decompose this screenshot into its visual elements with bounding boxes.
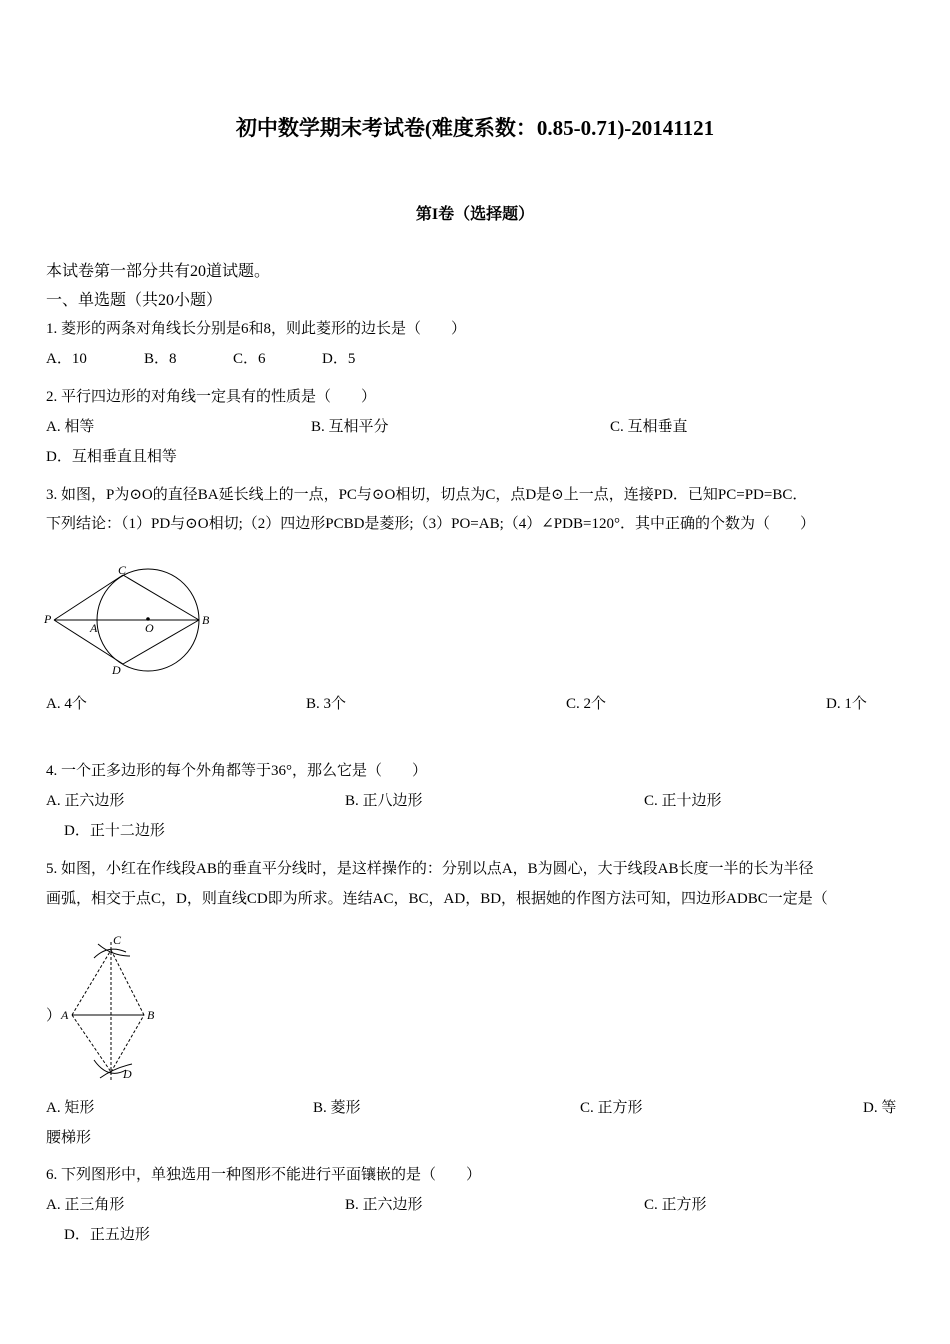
question-5-figure — [56, 930, 166, 1090]
question-6-option-a: A. 正三角形 — [46, 1197, 125, 1213]
question-6-stem: 6. 下列图形中，单独选用一种图形不能进行平面镶嵌的是（ ） — [46, 1167, 482, 1183]
section-heading: 第I卷（选择题） — [415, 206, 535, 223]
question-5-stem-line-1: 5. 如图，小红在作线段AB的垂直平分线时，是这样操作的：分别以点A，B为圆心，大于线段AB长度一半的长为半径 — [46, 861, 814, 877]
question-5-option-c: C. 正方形 — [580, 1100, 643, 1116]
label-p: P — [44, 612, 52, 626]
question-6-option-d: D．正五边形 — [64, 1227, 150, 1243]
question-6-option-b: B. 正六边形 — [345, 1197, 423, 1213]
exam-title: 初中数学期末考试卷(难度系数：0.85-0.71)-20141121 — [235, 116, 715, 140]
intro-text: 本试卷第一部分共有20道试题。 — [46, 263, 271, 280]
part-heading: 一、单选题（共20小题） — [46, 292, 223, 309]
question-3-option-d: D. 1个 — [826, 696, 867, 712]
question-2-option-b: B. 互相平分 — [311, 419, 389, 435]
question-5-stem-line-2: 画弧，相交于点C，D，则直线CD即为所求。连结AC，BC，AD，BD，根据她的作图方法可知，四边形ADBC一定是（ — [46, 891, 828, 907]
line-cb — [123, 575, 199, 620]
question-5-option-d-wrap: 腰梯形 — [46, 1130, 92, 1146]
label-d: D — [123, 1067, 132, 1081]
label-d: D — [112, 663, 121, 677]
question-2-option-c: C. 互相垂直 — [610, 419, 688, 435]
question-3-stem-line-2: 下列结论：（1）PD与⊙O相切;（2）四边形PCBD是菱形;（3）PO=AB;（4）∠PDB=120°．其中正确的个数为（ ） — [46, 516, 815, 532]
question-1-stem: 1. 菱形的两条对角线长分别是6和8，则此菱形的边长是（ ） — [46, 321, 467, 337]
label-a: A — [61, 1008, 69, 1022]
question-5-option-b: B. 菱形 — [313, 1100, 361, 1116]
question-3-figure — [40, 560, 220, 680]
line-db — [123, 620, 199, 664]
question-4-option-d: D．正十二边形 — [64, 823, 165, 839]
label-c: C — [113, 933, 122, 947]
line-ad — [72, 1015, 111, 1072]
question-1-option-c: C．6 — [233, 351, 266, 367]
question-3-option-a: A. 4个 — [46, 696, 87, 712]
question-1-option-b: B．8 — [144, 351, 177, 367]
question-4-stem: 4. 一个正多边形的每个外角都等于36°，那么它是（ ） — [46, 763, 428, 779]
line-db — [111, 1015, 144, 1072]
question-5-stem-tail: ） — [46, 1008, 62, 1024]
label-a: A — [90, 621, 98, 635]
question-3-option-b: B. 3个 — [306, 696, 347, 712]
question-5-option-d: D. 等 — [863, 1100, 897, 1116]
question-3-option-c: C. 2个 — [566, 696, 607, 712]
question-2-stem: 2. 平行四边形的对角线一定具有的性质是（ ） — [46, 389, 377, 405]
line-pd — [54, 620, 123, 664]
question-4-option-c: C. 正十边形 — [644, 793, 722, 809]
question-2-option-a: A. 相等 — [46, 419, 95, 435]
question-6-option-c: C. 正方形 — [644, 1197, 707, 1213]
question-4-option-a: A. 正六边形 — [46, 793, 125, 809]
line-cb — [111, 950, 144, 1015]
question-3-stem-line-1: 3. 如图，P为⊙O的直径BA延长线上的一点，PC与⊙O相切，切点为C，点D是⊙上一点，连接PD．已知PC=PD=BC． — [46, 487, 808, 503]
label-c: C — [118, 563, 127, 577]
question-2-option-d: D．互相垂直且相等 — [46, 449, 177, 465]
question-1-option-a: A．10 — [46, 351, 87, 367]
question-1-option-d: D．5 — [322, 351, 356, 367]
line-pc — [54, 575, 123, 620]
question-4-option-b: B. 正八边形 — [345, 793, 423, 809]
label-o: O — [145, 621, 154, 635]
label-b: B — [202, 613, 210, 627]
line-ac — [72, 950, 111, 1015]
label-b: B — [147, 1008, 155, 1022]
arc-top-left — [94, 949, 126, 958]
question-5-option-a: A. 矩形 — [46, 1100, 95, 1116]
